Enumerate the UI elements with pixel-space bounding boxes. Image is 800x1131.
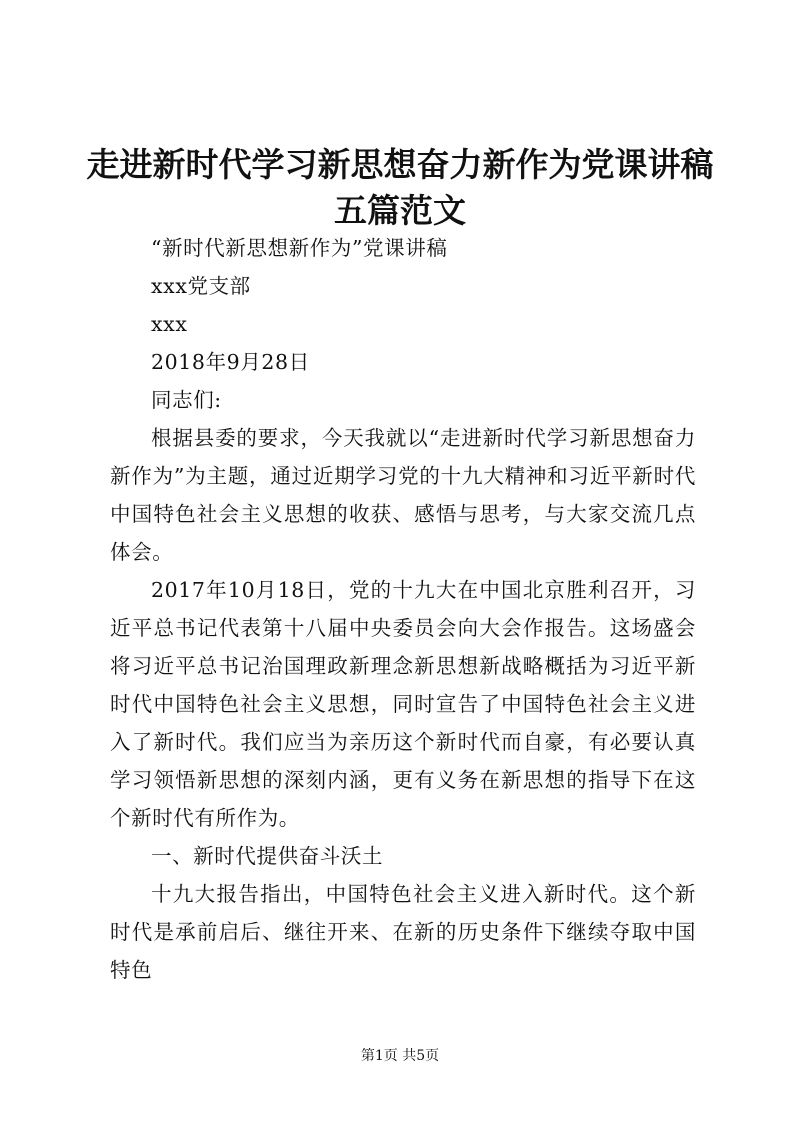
paragraph-author: xxx [151, 312, 188, 336]
page-footer: 第1页 共5页 [360, 1048, 440, 1064]
paragraph-salutation: 同志们: [151, 388, 222, 412]
paragraph-intro: 根据县委的要求，今天我就以“走进新时代学习新思想奋力新作为”为主题，通过近期学习党的十九大精神和习近平新时代中国特色社会主义思想的收获、感悟与思考，与大家交流几点体会。 [110, 426, 696, 564]
paragraph-background: 2017年10月18日，党的十九大在中国北京胜利召开，习近平总书记代表第十八届中央委员会向大会作报告。这场盛会将习近平总书记治国理政新理念新思想新战略概括为习近平新时代中国特色社会主义思想，同时宣告了中国特色社会主义进入了新时代。我们应当为亲历这个新时代而自豪，有必要认真学习领悟新思想的深刻内涵，更有义务在新思想的指导下在这个新时代有所作为。 [110, 578, 696, 830]
paragraph-section-1: 十九大报告指出，中国特色社会主义进入新时代。这个新时代是承前启后、继往开来、在新的历史条件下继续夺取中国特色 [110, 882, 696, 982]
document-title: 走进新时代学习新思想奋力新作为党课讲稿五篇范文 [86, 145, 714, 230]
document-body [110, 229, 696, 989]
paragraph-subtitle: “新时代新思想新作为”党课讲稿 [151, 236, 448, 260]
paragraph-organization: xxx党支部 [151, 274, 251, 298]
paragraph-date: 2018年9月28日 [151, 350, 310, 374]
section-heading-1: 一、新时代提供奋斗沃土 [151, 844, 384, 868]
